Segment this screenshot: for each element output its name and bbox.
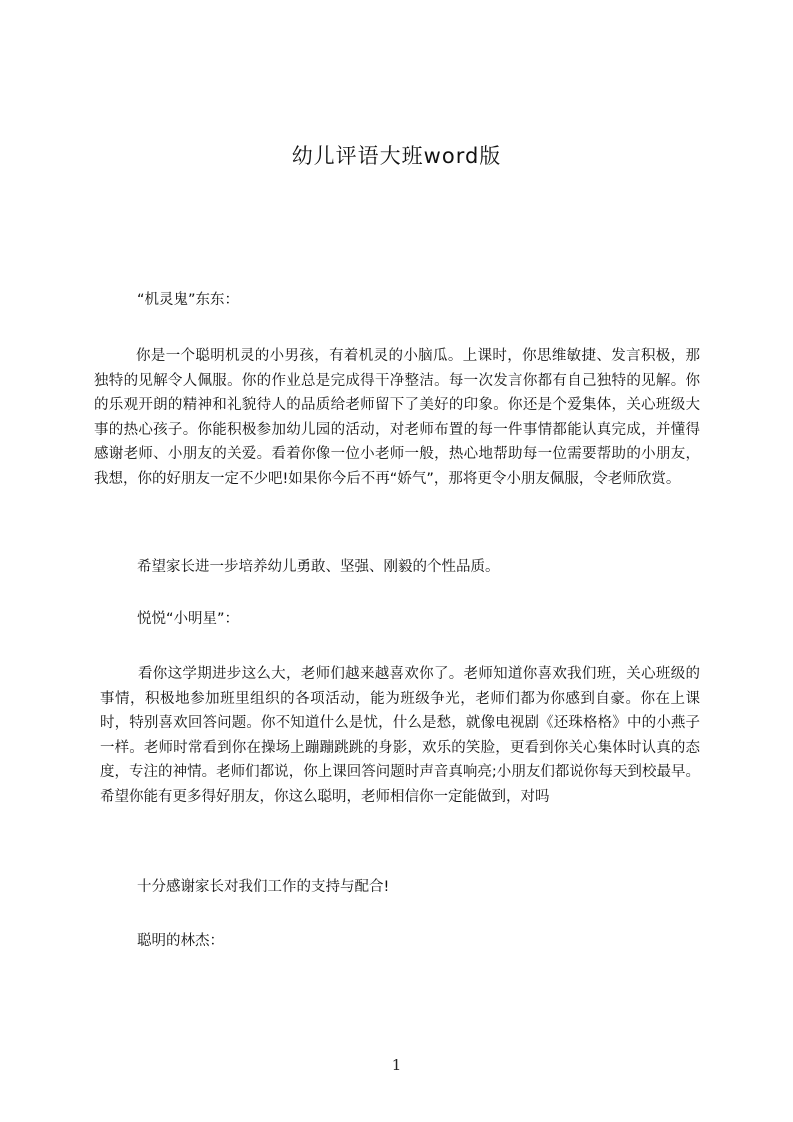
section-body-dongdong: 你是一个聪明机灵的小男孩，有着机灵的小脑瓜。上课时，你思维敏捷、发言积极，那独特的见解令人佩服。你的作业总是完成得干净整洁。每一次发言你都有自己独特的见解。你的乐观开朗的精神和礼貌待人的品质给老师留下了美好的印象。你还是个爱集体，关心班级大事的热心孩子。你能积极参加幼儿园的活动，对老师布置的每一件事情都能认真完成，并懂得感谢老师、小朋友的关爱。看着你像一位小老师一般，热心地帮助每一位需要帮助的小朋友，我想，你的好朋友一定不少吧!如果你今后不再“娇气”，那将更令小朋友佩服，令老师欣赏。 xyxy=(94,348,700,487)
section-closing-yueyue: 十分感谢家长对我们工作的支持与配合! xyxy=(137,879,390,895)
page-number: 1 xyxy=(391,1056,402,1074)
section-heading-yueyue: 悦悦“小明星”： xyxy=(137,611,240,627)
section-heading-dongdong: “机灵鬼”东东： xyxy=(137,292,240,308)
section-body-yueyue: 看你这学期进步这么大，老师们越来越喜欢你了。老师知道你喜欢我们班，关心班级的事情，积极地参加班里组织的各项活动，能为班级争光，老师们都为你感到自豪。你在上课时，特别喜欢回答问题。你不知道什么是忧，什么是愁，就像电视剧《还珠格格》中的小燕子一样。老师时常看到你在操场上蹦蹦跳跳的身影，欢乐的笑脸，更看到你关心集体时认真的态度，专注的神情。老师们都说，你上课回答问题时声音真响亮;小朋友们都说你每天到校最早。希望你能有更多得好朋友，你这么聪明，老师相信你一定能做到，对吗 xyxy=(100,666,700,805)
section-heading-linjie: 聪明的林杰： xyxy=(137,933,224,949)
document-title: 幼儿评语大班word版 xyxy=(291,144,502,168)
section-closing-dongdong: 希望家长进一步培养幼儿勇敢、坚强、刚毅的个性品质。 xyxy=(137,559,500,575)
